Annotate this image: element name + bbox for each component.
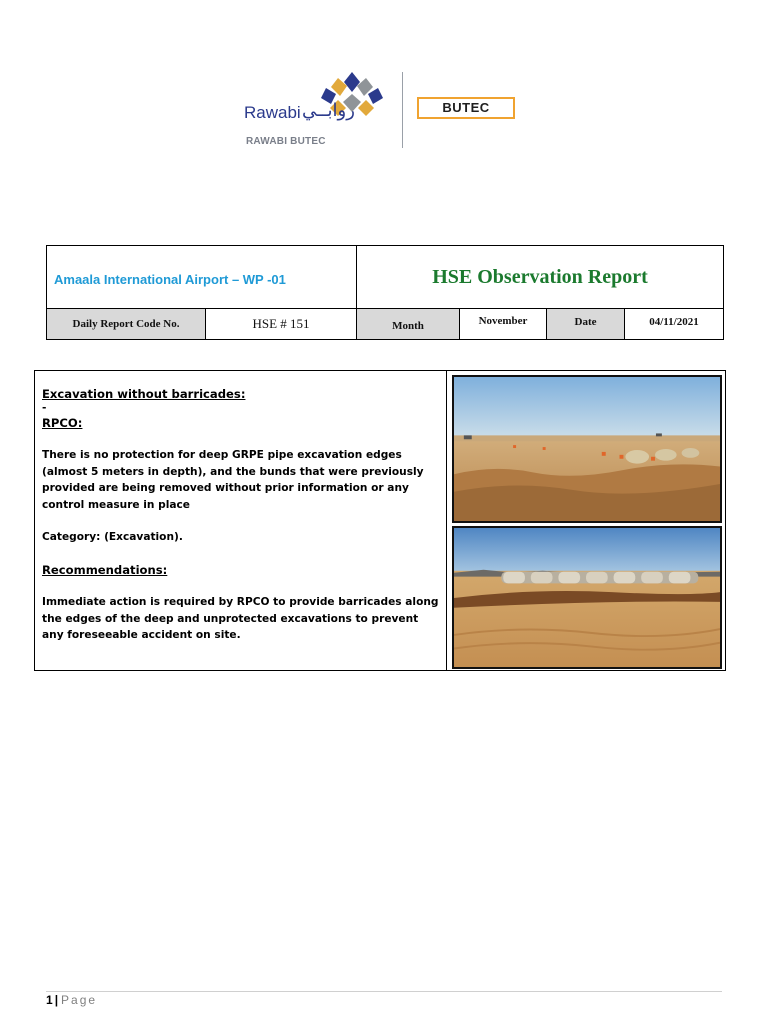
recommendations-text: Immediate action is required by RPCO to provide barricades along the edges of the deep and unprotected excavations to prevent any foreseeable accident on site. [42, 596, 439, 641]
logo-divider [402, 72, 403, 148]
month-label: Month [356, 308, 460, 340]
page-footer [46, 993, 97, 1007]
site-photo-2 [452, 526, 722, 669]
brand-name-ar: روابــي [302, 100, 355, 121]
date-value: 04/11/2021 [624, 308, 724, 340]
project-name: Amaala International Airport – WP -01 [46, 245, 357, 309]
date-label: Date [546, 308, 625, 340]
partner-logo: BUTEC [417, 97, 515, 119]
responsible-party-heading: RPCO: [42, 415, 83, 430]
company-logo [244, 68, 534, 152]
page-number: 1 [46, 993, 53, 1007]
observation-heading: Excavation without barricades: [42, 387, 246, 401]
recommendations-heading: Recommendations: [42, 562, 168, 577]
report-header-table [46, 245, 724, 340]
site-photo-1 [452, 375, 722, 523]
brand-name-en: Rawabi [244, 103, 301, 122]
footer-rule [46, 991, 722, 992]
dash-marker: - [42, 401, 47, 414]
brand-subtitle: RAWABI BUTEC [246, 136, 326, 147]
observation-details [42, 386, 440, 644]
report-code-label: Daily Report Code No. [46, 308, 206, 340]
footer-separator: | [54, 993, 59, 1007]
report-title: HSE Observation Report [356, 245, 724, 309]
column-divider [446, 371, 447, 670]
observation-table [34, 370, 726, 671]
observation-description: There is no protection for deep GRPE pipe excavation edges (almost 5 meters in depth), and the bunds that were previously provided are being removed without prior information or any control measure in place [42, 449, 424, 511]
observation-category: Category: (Excavation). [42, 531, 183, 543]
month-value: November [459, 308, 547, 340]
report-code-value: HSE # 151 [205, 308, 357, 340]
page-label: Page [61, 993, 98, 1007]
